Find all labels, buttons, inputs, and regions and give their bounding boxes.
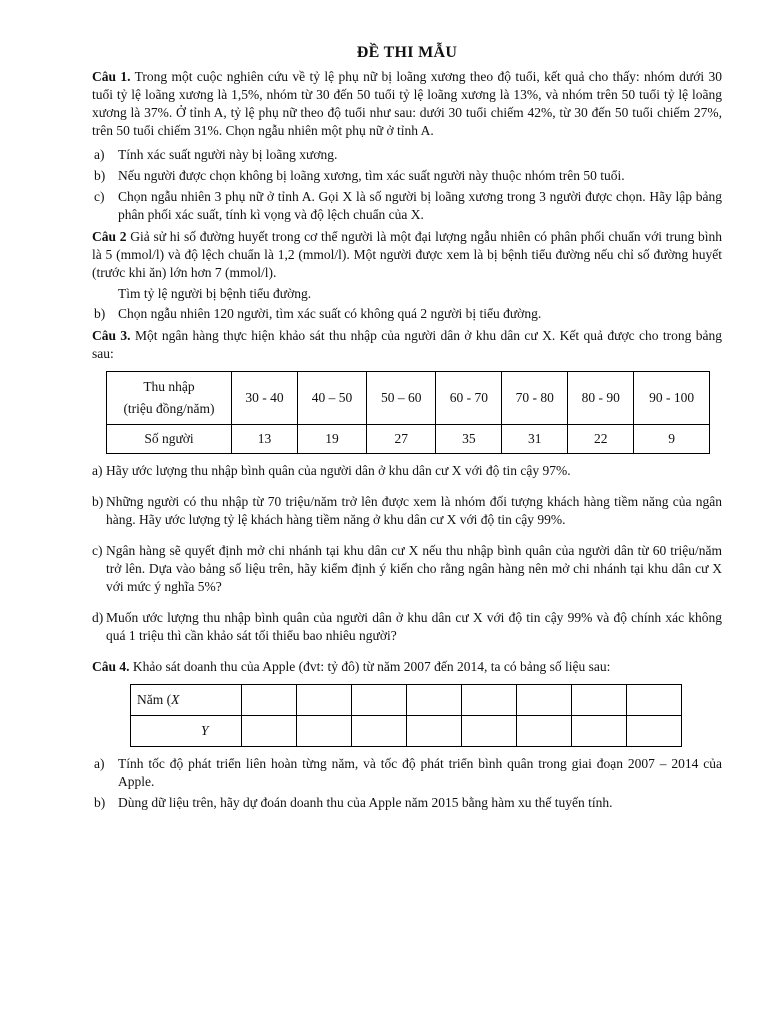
item-marker: b) — [94, 306, 106, 321]
item-text: Nếu người được chọn không bị loãng xương, tìm xác suất người này thuộc nhóm trên 50 tuổi. — [118, 168, 625, 183]
table-cell — [297, 716, 352, 747]
question-2-items — [92, 305, 722, 323]
item-marker: d) — [92, 610, 104, 625]
table-cell: 35 — [436, 425, 502, 454]
table-cell — [627, 716, 682, 747]
question-2-label: Câu 2 — [92, 229, 127, 244]
table-row-label — [131, 716, 242, 747]
table-cell — [627, 685, 682, 716]
table-row — [107, 372, 710, 425]
item-marker: b) — [94, 795, 106, 810]
table-header-cell — [107, 372, 232, 425]
item-text: Tính xác suất người này bị loãng xương. — [118, 147, 338, 162]
question-3-label: Câu 3. — [92, 328, 131, 343]
item-text: Ngân hàng sẽ quyết định mở chi nhánh tại khu dân cư X nếu thu nhập bình quân của người dân từ 60 triệu/năm trở lên. Dựa vào bảng số liệu trên, hãy kiểm định ý kiến cho rằng ngân hàng nên mở chi nhánh tại khu dân cư X với mức ý nghĩa 5%? — [106, 543, 722, 594]
header-line-1: Thu nhập — [143, 379, 195, 394]
question-1-item-a — [92, 146, 722, 164]
header-line-2: (triệu đồng/năm) — [123, 401, 215, 416]
table-cell — [352, 716, 407, 747]
income-table — [106, 371, 710, 454]
question-1-item-b — [92, 167, 722, 185]
item-text: Tính tốc độ phát triển liên hoàn từng năm, và tốc độ phát triển bình quân trong giai đoạn 2007 – 2014 của Apple. — [118, 756, 722, 789]
question-3 — [92, 327, 722, 363]
item-text: Chọn ngẫu nhiên 3 phụ nữ ở tỉnh A. Gọi X là số người bị loãng xương trong 3 người được chọn. Hãy lập bảng phân phối xác suất, tính kì vọng và độ lệch chuẩn của X. — [118, 189, 722, 222]
question-1-item-c — [92, 188, 722, 224]
question-4 — [92, 658, 722, 676]
question-3-items — [92, 462, 722, 645]
question-4-item-a — [92, 755, 722, 791]
table-cell: 80 - 90 — [568, 372, 634, 425]
item-marker: c) — [92, 543, 103, 558]
question-3-item-a — [92, 462, 722, 480]
table-row-label — [131, 685, 242, 716]
table-cell — [572, 716, 627, 747]
table-cell: 31 — [502, 425, 568, 454]
table-cell: 22 — [568, 425, 634, 454]
table-cell: 90 - 100 — [634, 372, 710, 425]
item-marker: b) — [94, 168, 106, 183]
item-text: Những người có thu nhập từ 70 triệu/năm trở lên được xem là nhóm đối tượng khách hàng tiềm năng của ngân hàng. Hãy ước lượng tỷ lệ khách hàng tiềm năng ở khu dân cư X với độ tin cậy 99%. — [106, 494, 722, 527]
question-1 — [92, 68, 722, 140]
question-3-text: Một ngân hàng thực hiện khảo sát thu nhập của người dân ở khu dân cư X. Kết quả được cho trong bảng sau: — [92, 328, 723, 361]
question-2-text: Giả sử hi số đường huyết trong cơ thể người là một đại lượng ngẫu nhiên có phân phối chuẩn với trung bình là 5 (mmol/l) và độ lệch chuẩn là 1,2 (mmol/l). Một người được xem là bị bệnh tiểu đường nếu chỉ số đường huyết (trước khi ăn) lớn hơn 7 (mmol/l). — [92, 229, 723, 280]
question-1-label: Câu 1. — [92, 69, 131, 84]
table-cell: 70 - 80 — [502, 372, 568, 425]
table-cell — [517, 716, 572, 747]
question-4-label: Câu 4. — [92, 659, 130, 674]
question-4-text: Khảo sát doanh thu của Apple (đvt: tỷ đô) từ năm 2007 đến 2014, ta có bảng số liệu sau: — [132, 659, 611, 674]
table-row — [107, 425, 710, 454]
table-cell: 27 — [367, 425, 436, 454]
table-cell: 40 – 50 — [297, 372, 366, 425]
item-marker: c) — [94, 189, 105, 204]
question-4-item-b — [92, 794, 722, 812]
item-text: Dùng dữ liệu trên, hãy dự đoán doanh thu của Apple năm 2015 bằng hàm xu thế tuyến tính. — [118, 795, 613, 810]
table-cell — [352, 685, 407, 716]
table-cell: 50 – 60 — [367, 372, 436, 425]
question-4-items — [92, 755, 722, 812]
row-label-variable: Y — [201, 723, 209, 738]
table-cell — [572, 685, 627, 716]
table-cell: 13 — [232, 425, 298, 454]
page-title: ĐỀ THI MẪU — [356, 44, 458, 61]
item-text: Muốn ước lượng thu nhập bình quân của người dân ở khu dân cư X với độ tin cậy 99% và độ chính xác không quá 1 triệu thì cần khảo sát tối thiểu bao nhiêu người? — [106, 610, 722, 643]
item-text: Hãy ước lượng thu nhập bình quân của người dân ở khu dân cư X với độ tin cậy 97%. — [106, 463, 571, 478]
row-label-text: Năm ( — [137, 692, 172, 707]
table-cell — [297, 685, 352, 716]
question-3-item-b — [92, 493, 722, 529]
table-row — [131, 685, 682, 716]
item-marker: a) — [94, 147, 105, 162]
table-row — [131, 716, 682, 747]
table-row-label: Số người — [107, 425, 232, 454]
question-2-part-a: Tìm tỷ lệ người bị bệnh tiểu đường. — [118, 286, 312, 301]
table-cell — [517, 685, 572, 716]
question-3-item-c — [92, 542, 722, 596]
question-1-text: Trong một cuộc nghiên cứu về tỷ lệ phụ nữ bị loãng xương theo độ tuổi, kết quả cho thấy: nhóm dưới 30 tuổi tỷ lệ loãng xương là 1,5%, nhóm từ 30 đến 50 tuổi tỷ lệ loãng xương là 13%, và nhóm trên 50 tuổi tỷ lệ loãng xương là 37%. Ở tỉnh A, tỷ lệ phụ nữ theo độ tuổi như sau: dưới 30 tuổi chiếm 42%, từ 30 đến 50 tuổi chiếm 27%, trên 50 tuổi chiếm 31%. Chọn ngẫu nhiên một phụ nữ ở tỉnh A. — [92, 69, 722, 138]
item-text: Chọn ngẫu nhiên 120 người, tìm xác suất có không quá 2 người bị tiểu đường. — [118, 306, 542, 321]
table-cell: 60 - 70 — [436, 372, 502, 425]
question-2-item-b — [92, 305, 722, 323]
question-2 — [92, 228, 722, 282]
question-1-items — [92, 146, 722, 224]
exam-page — [92, 44, 722, 816]
item-marker: a) — [94, 756, 105, 771]
row-label-variable: X — [171, 692, 180, 707]
question-3-item-d — [92, 609, 722, 645]
item-marker: a) — [92, 463, 103, 478]
table-cell — [462, 716, 517, 747]
table-cell: 30 - 40 — [232, 372, 298, 425]
table-cell — [407, 716, 462, 747]
table-cell — [242, 716, 297, 747]
revenue-table — [130, 684, 682, 747]
table-cell: 9 — [634, 425, 710, 454]
table-cell — [242, 685, 297, 716]
table-cell: 19 — [297, 425, 366, 454]
table-cell — [462, 685, 517, 716]
table-cell — [407, 685, 462, 716]
item-marker: b) — [92, 494, 104, 509]
